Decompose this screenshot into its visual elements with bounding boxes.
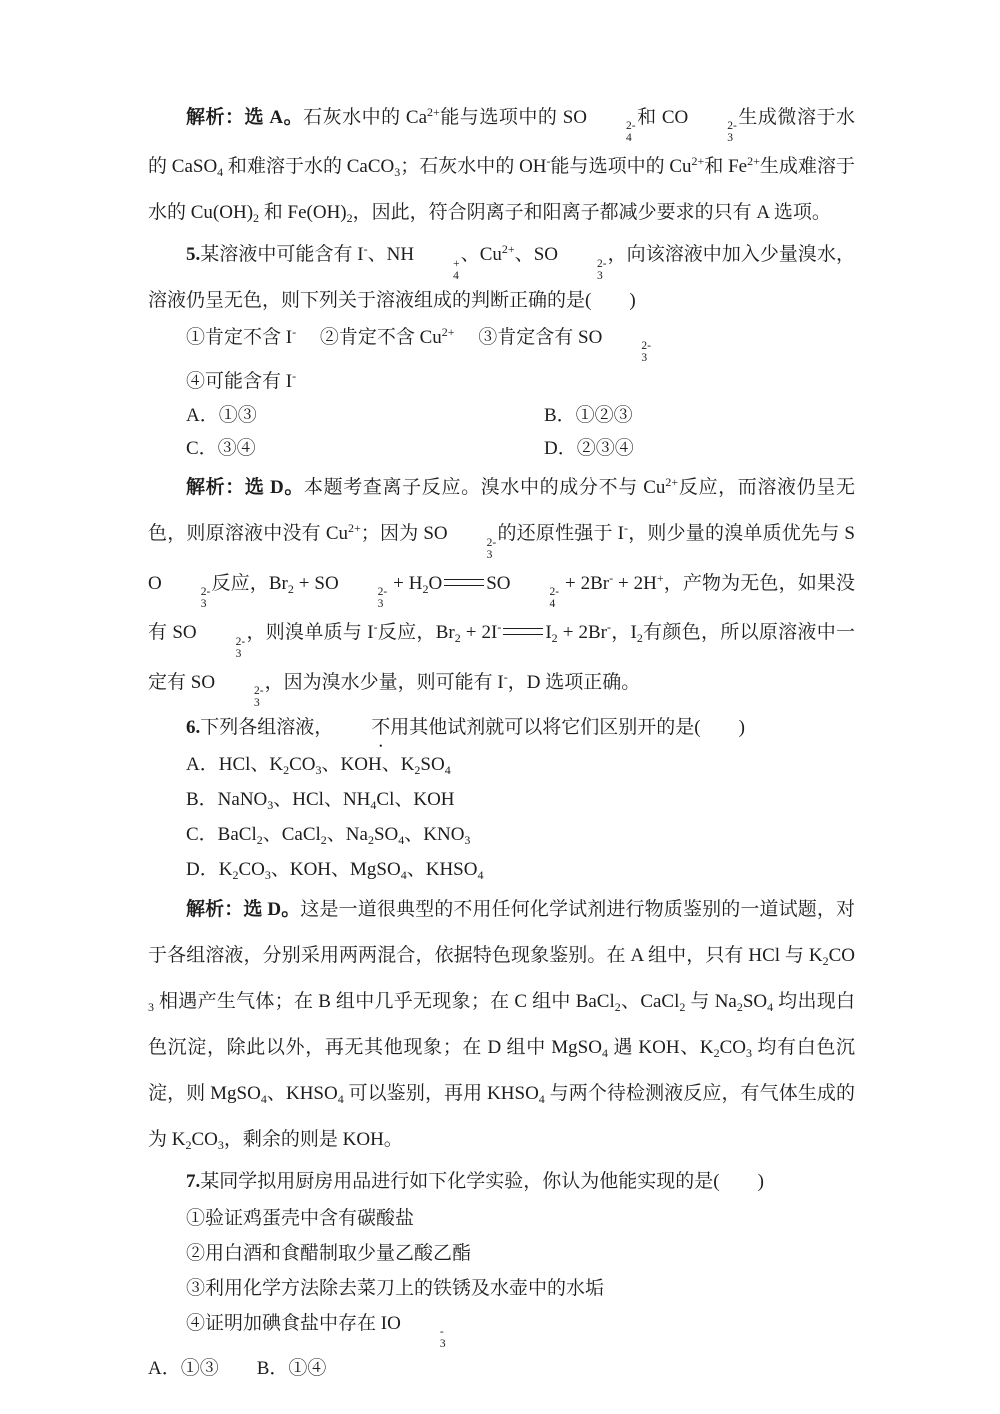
q6-explanation: 解析：选 D。这是一道很典型的不用任何化学试剂进行物质鉴别的一道试题，对于各组溶液，分别采用两两混合，依据特色现象鉴别。在 A 组中，只有 HCl 与 $K_2CO_3$ 相遇产生气体；在 B 组中几乎无现象；在 C 组中 BaCl$_2$、CaCl$_2$ 与 $Na_2SO_4$ 均出现白色沉淀，除此以外，再无其他现象；在 D 组中 MgSO$_4$ 遇 KOH、$K_2CO_3$ 均有白色沉淀，则 MgSO$_4$、$KHSO_4$ 可以鉴别，再用 $KHSO_4$ 与两个待检测液反应，有气体生成的为 $K_2CO_3$，剩余的则是 KOH。 (148, 899, 856, 1153)
superscript: 2+ (691, 154, 705, 169)
subscript: 2 (320, 833, 327, 848)
subscript: 4 (337, 1092, 344, 1107)
q7-item-2: ②用白酒和食醋制取少量乙酸乙酯 (186, 1243, 472, 1265)
stacked-ion-charge: 2- 3 (641, 340, 651, 365)
stacked-ion-charge: 2- 3 (200, 586, 211, 611)
q5-options-row-1 (148, 399, 855, 432)
q6-option-d: D．$K_2CO_3$、KOH、MgSO$_4$、$KHSO_4$ (186, 859, 484, 883)
q7-stem: 7.某同学拟用厨房用品进行如下化学实验，你认为他能实现的是( ) (186, 1171, 764, 1193)
stacked-ion-charge: + 4 (453, 257, 460, 282)
superscript: 2+ (665, 475, 679, 490)
subscript: 3 (217, 1138, 224, 1153)
subscript: 2 (551, 631, 558, 646)
bold-text: 解析： (186, 477, 245, 499)
bold-text: 选 D。 (244, 477, 304, 499)
subscript: 3 (148, 1000, 154, 1015)
superscript: 2+ (441, 324, 455, 339)
subscript: 2 (283, 763, 290, 778)
double-line-equals-icon (444, 579, 484, 586)
q5-options-row-2 (148, 432, 855, 465)
superscript: - (292, 369, 297, 384)
superscript: 2+ (501, 242, 515, 257)
superscript: - (546, 154, 551, 169)
stacked-ion-charge: 2- 3 (727, 120, 737, 145)
bold-text: 5. (186, 244, 201, 266)
bold-text: 7. (186, 1171, 201, 1193)
subscript: 4 (601, 1046, 608, 1061)
subscript: 3 (267, 798, 274, 813)
stacked-ion-charge: 2- 3 (597, 257, 607, 282)
q6-option-c: C．BaCl$_2$、CaCl$_2$、$Na_2SO_4$、$KNO_3$ (186, 824, 471, 848)
subscript: 2 (346, 211, 353, 226)
superscript: + (656, 570, 664, 585)
superscript: 2+ (747, 154, 760, 169)
q6-stem: 6.下列各组溶液， 不用其他试剂就可以将它们区别开的是( ) (148, 709, 855, 747)
superscript: - (623, 521, 628, 536)
q5-option-b: B．①②③ (544, 405, 633, 427)
subscript: 2 (736, 1000, 743, 1015)
subscript: 2 (679, 1000, 686, 1015)
subscript: 2 (422, 581, 429, 596)
superscript: 2+ (348, 521, 361, 536)
subscript: 3 (264, 868, 271, 883)
q6-option-a: A．HCl、$K_2CO_3$、KOH、$K_2SO_4$ (186, 754, 451, 778)
subscript: 3 (394, 165, 401, 180)
subscript: 3 (315, 763, 322, 778)
q5-statements-1-3: ①肯定不含 I- ②肯定不含 $Cu^{2+}$ ③肯定含有 SO 2- 3 (186, 324, 651, 365)
subscript: 2 (256, 833, 263, 848)
stacked-ion-charge: - 3 (439, 1326, 446, 1351)
subscript: 4 (444, 763, 451, 778)
q5-stem: 5.某溶液中可能含有 I-、NH + 4 、$Cu^{2+}$、SO 2- 3 ，向该溶液中加入少量溴水，溶液仍呈无色，则下列关于溶液组成的判断正确的是( ) (148, 242, 855, 311)
superscript: - (503, 669, 508, 684)
subscript: 4 (217, 165, 224, 180)
q6-option-b: B．NaNO$_3$、HCl、$NH_4Cl$、KOH (186, 789, 455, 813)
subscript: 2 (822, 954, 829, 969)
stacked-ion-charge: 2- 3 (254, 684, 264, 709)
q4-explanation: 解析：选 A。石灰水中的 $Ca^{2+}$能与选项中的 SO 2- 4 和 CO 2- 3 生成微溶于水的 CaSO$_4$ 和难溶于水的 CaCO$_3$；石灰水中的 OH-能与选项中的 $Cu^{2+}$和 $Fe^{2+}$生成难溶于水的 $Cu(OH)_2$ 和 $Fe(OH)_2$，因此，符合阴离子和阳离子都减少要求的只有 A 选项。 (148, 105, 855, 226)
bold-text: 选 A。 (244, 107, 304, 128)
subscript: 2 (185, 1138, 192, 1153)
emphasis-dot-char: 不 (371, 717, 391, 739)
stacked-ion-charge: 2- 3 (486, 536, 497, 561)
document-body (148, 95, 855, 1386)
subscript: 3 (464, 833, 471, 848)
subscript: 4 (260, 1092, 267, 1107)
subscript: 4 (398, 833, 405, 848)
subscript: 2 (253, 211, 260, 226)
stacked-ion-charge: 2- 3 (377, 586, 388, 611)
superscript: 2+ (427, 105, 440, 119)
subscript: 4 (400, 868, 407, 883)
stacked-ion-charge: 2- 4 (626, 120, 636, 145)
subscript: 3 (746, 1046, 752, 1061)
q7-item-4: ④证明加碘食盐中存在 IO - 3 (186, 1313, 446, 1351)
bold-text: 6. (186, 717, 201, 739)
subscript: 2 (287, 581, 294, 596)
superscript: - (606, 620, 611, 635)
subscript: 2 (614, 1000, 621, 1015)
subscript: 2 (414, 763, 421, 778)
superscript: - (497, 620, 502, 635)
q5-option-a: A．①③ (186, 405, 257, 427)
q5-option-c: C．③④ (186, 438, 256, 460)
subscript: 4 (477, 868, 484, 883)
superscript: - (292, 324, 297, 339)
subscript: 2 (232, 868, 239, 883)
superscript: - (373, 620, 378, 635)
q5-option-d: D．②③④ (544, 438, 634, 460)
bold-text: 解析： (186, 107, 245, 128)
subscript: 4 (538, 1092, 545, 1107)
subscript: 2 (454, 631, 461, 646)
subscript: 2 (636, 631, 643, 646)
q7-item-3: ③利用化学方法除去菜刀上的铁锈及水壶中的水垢 (186, 1278, 605, 1300)
stacked-ion-charge: 2- 4 (549, 586, 560, 611)
bold-text: 选 D。 (243, 899, 301, 921)
subscript: 2 (367, 833, 374, 848)
subscript: 2 (713, 1046, 720, 1061)
double-line-equals-icon (503, 628, 543, 635)
stacked-ion-charge: 2- 3 (235, 635, 246, 660)
q7-item-1: ①验证鸡蛋壳中含有碳酸盐 (186, 1208, 415, 1230)
q5-statement-4: ④可能含有 I- (186, 369, 297, 393)
subscript: 4 (370, 798, 377, 813)
q5-explanation: 解析：选 D。本题考查离子反应。溴水中的成分不与 $Cu^{2+}$反应，而溶液仍呈无色，则原溶液中没有 $Cu^{2+}$；因为 SO 2- 3 的还原性强于 I-，则少量的溴单质优先与 SO 2- 3 反应，$Br_2$ + SO 2- 3 + $H_2O$ SO 2- 4 + 2Br- + 2H+，产物为无色，如果没有 SO 2- 3 ，则溴单质与 I-反应，$Br_2 + 2I^-$ $I_2 + 2Br^-$，$I_2$有颜色，所以原溶液中一定有 SO 2- 3 ，因为溴水少量，则可能有 I-，D 选项正确。 (148, 475, 855, 709)
subscript: 4 (767, 1000, 774, 1015)
q7-options-row: A．①③ B．①④ (148, 1357, 327, 1379)
superscript: - (363, 242, 368, 257)
bold-text: 解析： (186, 899, 244, 921)
superscript: - (609, 570, 614, 585)
